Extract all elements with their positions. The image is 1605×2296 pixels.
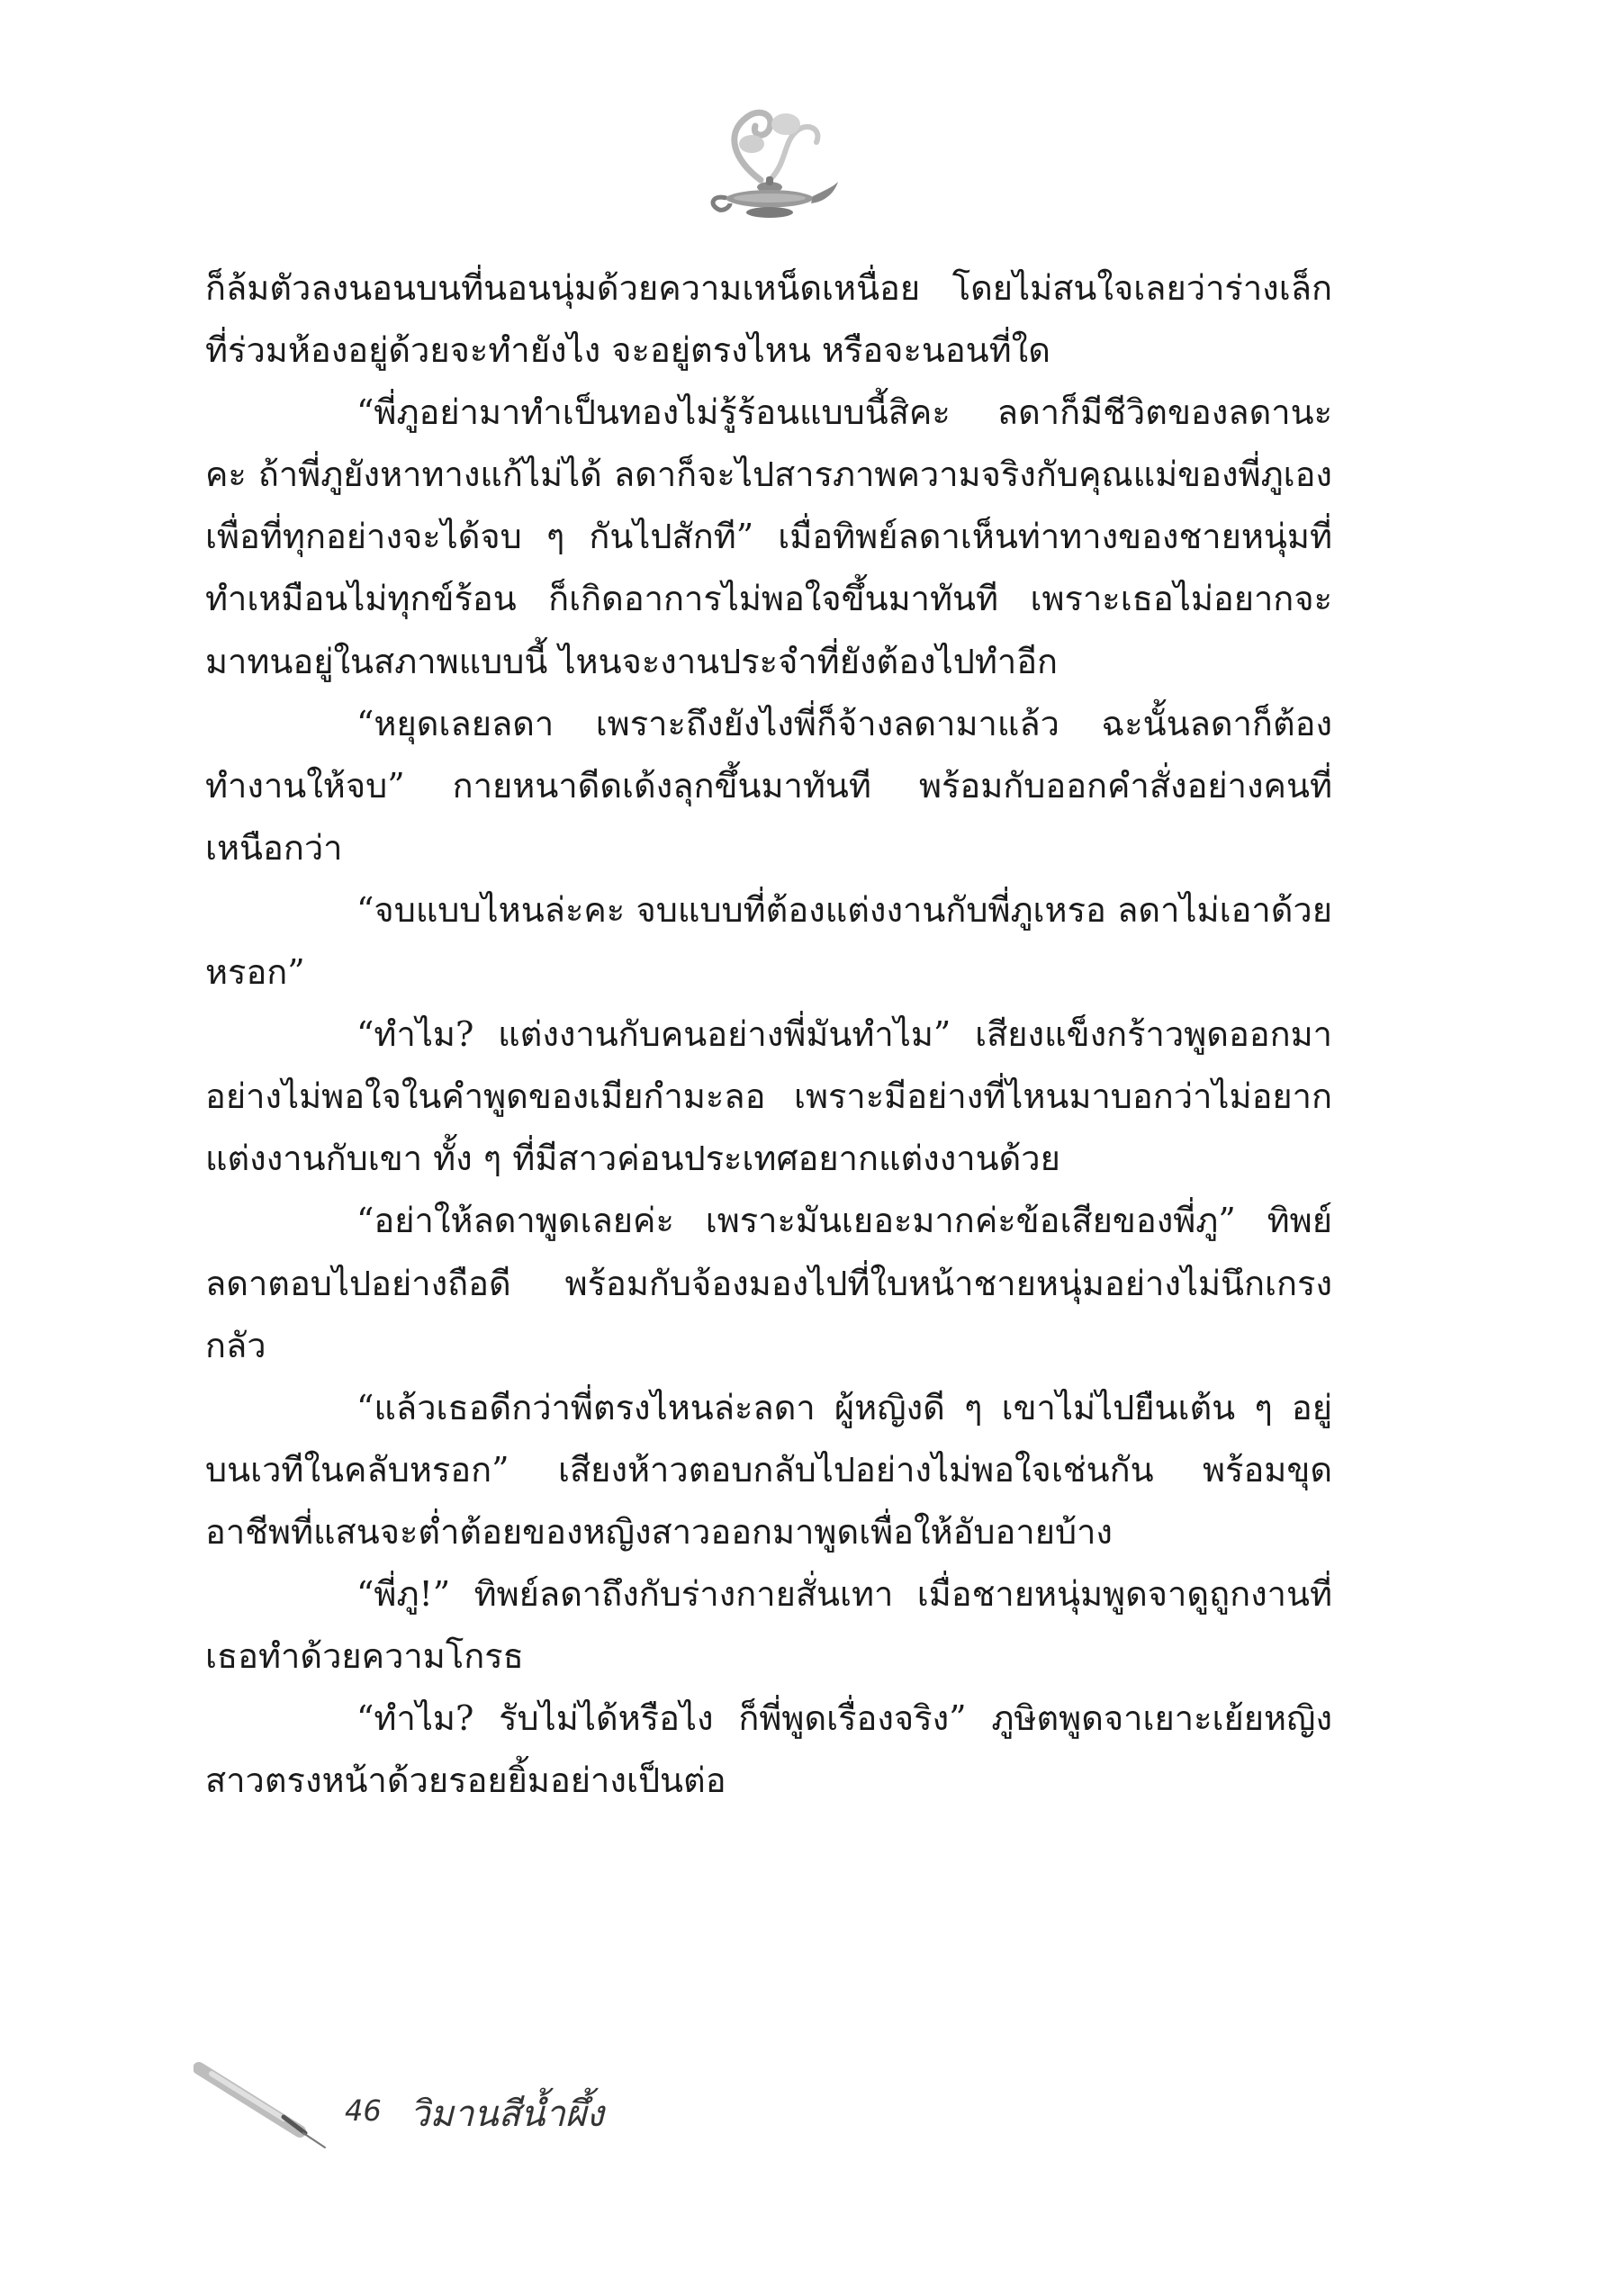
page-number: 46 xyxy=(345,2093,382,2128)
paragraph: “หยุดเลยลดา เพราะถึงยังไงพี่ก็จ้างลดามาแล้ว ฉะนั้นลดาก็ต้องทำงานให้จบ” กายหนาดีดเด้งลุกขึ้นมาทันที พร้อมกับออกคำสั่งอย่างคนที่เหนือกว่า xyxy=(205,703,1332,868)
genie-lamp-icon xyxy=(698,97,842,232)
paragraph: “พี่ภูอย่ามาทำเป็นทองไม่รู้ร้อนแบบนี้สิคะ ลดาก็มีชีวิตของลดานะคะ ถ้าพี่ภูยังหาทางแก้ไม่ได้ ลดาก็จะไปสารภาพความจริงกับคุณแม่ของพี่ภูเอง เพื่อที่ทุกอย่างจะได้จบ ๆ กันไปสักที” เมื่อทิพย์ลดาเห็นท่าทางของชายหนุ่มที่ทำเหมือนไม่ทุกข์ร้อน ก็เกิดอาการไม่พอใจขึ้นมาทันที เพราะเธอไม่อยากจะมาทนอยู่ในสภาพแบบนี้ ไหนจะงานประจำที่ยังต้องไปทำอีก xyxy=(205,392,1332,681)
page-footer xyxy=(194,2061,824,2169)
paragraph: “จบแบบไหนล่ะคะ จบแบบที่ต้องแต่งงานกับพี่ภูเหรอ ลดาไม่เอาด้วยหรอก” xyxy=(205,889,1332,993)
book-title: วิมานสีน้ำผึ้ง xyxy=(410,2093,604,2135)
paragraph: “อย่าให้ลดาพูดเลยค่ะ เพราะมันเยอะมากค่ะข้อเสียของพี่ภู” ทิพย์ลดาตอบไปอย่างถือดี พร้อมกับจ้องมองไปที่ใบหน้าชายหนุ่มอย่างไม่นึกเกรงกลัว xyxy=(205,1201,1332,1365)
paragraph: “แล้วเธอดีกว่าพี่ตรงไหนล่ะลดา ผู้หญิงดี ๆ เขาไม่ไปยืนเต้น ๆ อยู่บนเวทีในคลับหรอก” เสียงห้าวตอบกลับไปอย่างไม่พอใจเช่นกัน พร้อมขุดอาชีพที่แสนจะต่ำต้อยของหญิงสาวออกมาพูดเพื่อให้อับอายบ้าง xyxy=(205,1387,1332,1552)
body-text xyxy=(205,257,1332,1812)
paragraph: “ทำไม? แต่งงานกับคนอย่างพี่มันทำไม” เสียงแข็งกร้าวพูดออกมาอย่างไม่พอใจในคำพูดของเมียกำมะลอ เพราะมีอย่างที่ไหนมาบอกว่าไม่อยากแต่งงานกับเขา ทั้ง ๆ ที่มีสาวค่อนประเทศอยากแต่งงานด้วย xyxy=(205,1014,1332,1179)
syringe-icon xyxy=(194,2061,329,2151)
paragraph: “ทำไม? รับไม่ได้หรือไง ก็พี่พูดเรื่องจริง” ภูษิตพูดจาเยาะเย้ยหญิงสาวตรงหน้าด้วยรอยยิ้มอย่างเป็นต่อ xyxy=(205,1698,1332,1801)
paragraph: ก็ล้มตัวลงนอนบนที่นอนนุ่มด้วยความเหน็ดเหนื่อย โดยไม่สนใจเลยว่าร่างเล็กที่ร่วมห้องอยู่ด้วยจะทำยังไง จะอยู่ตรงไหน หรือจะนอนที่ใด xyxy=(205,268,1332,371)
paragraph: “พี่ภู!” ทิพย์ลดาถึงกับร่างกายสั่นเทา เมื่อชายหนุ่มพูดจาดูถูกงานที่เธอทำด้วยความโกรธ xyxy=(205,1573,1332,1677)
